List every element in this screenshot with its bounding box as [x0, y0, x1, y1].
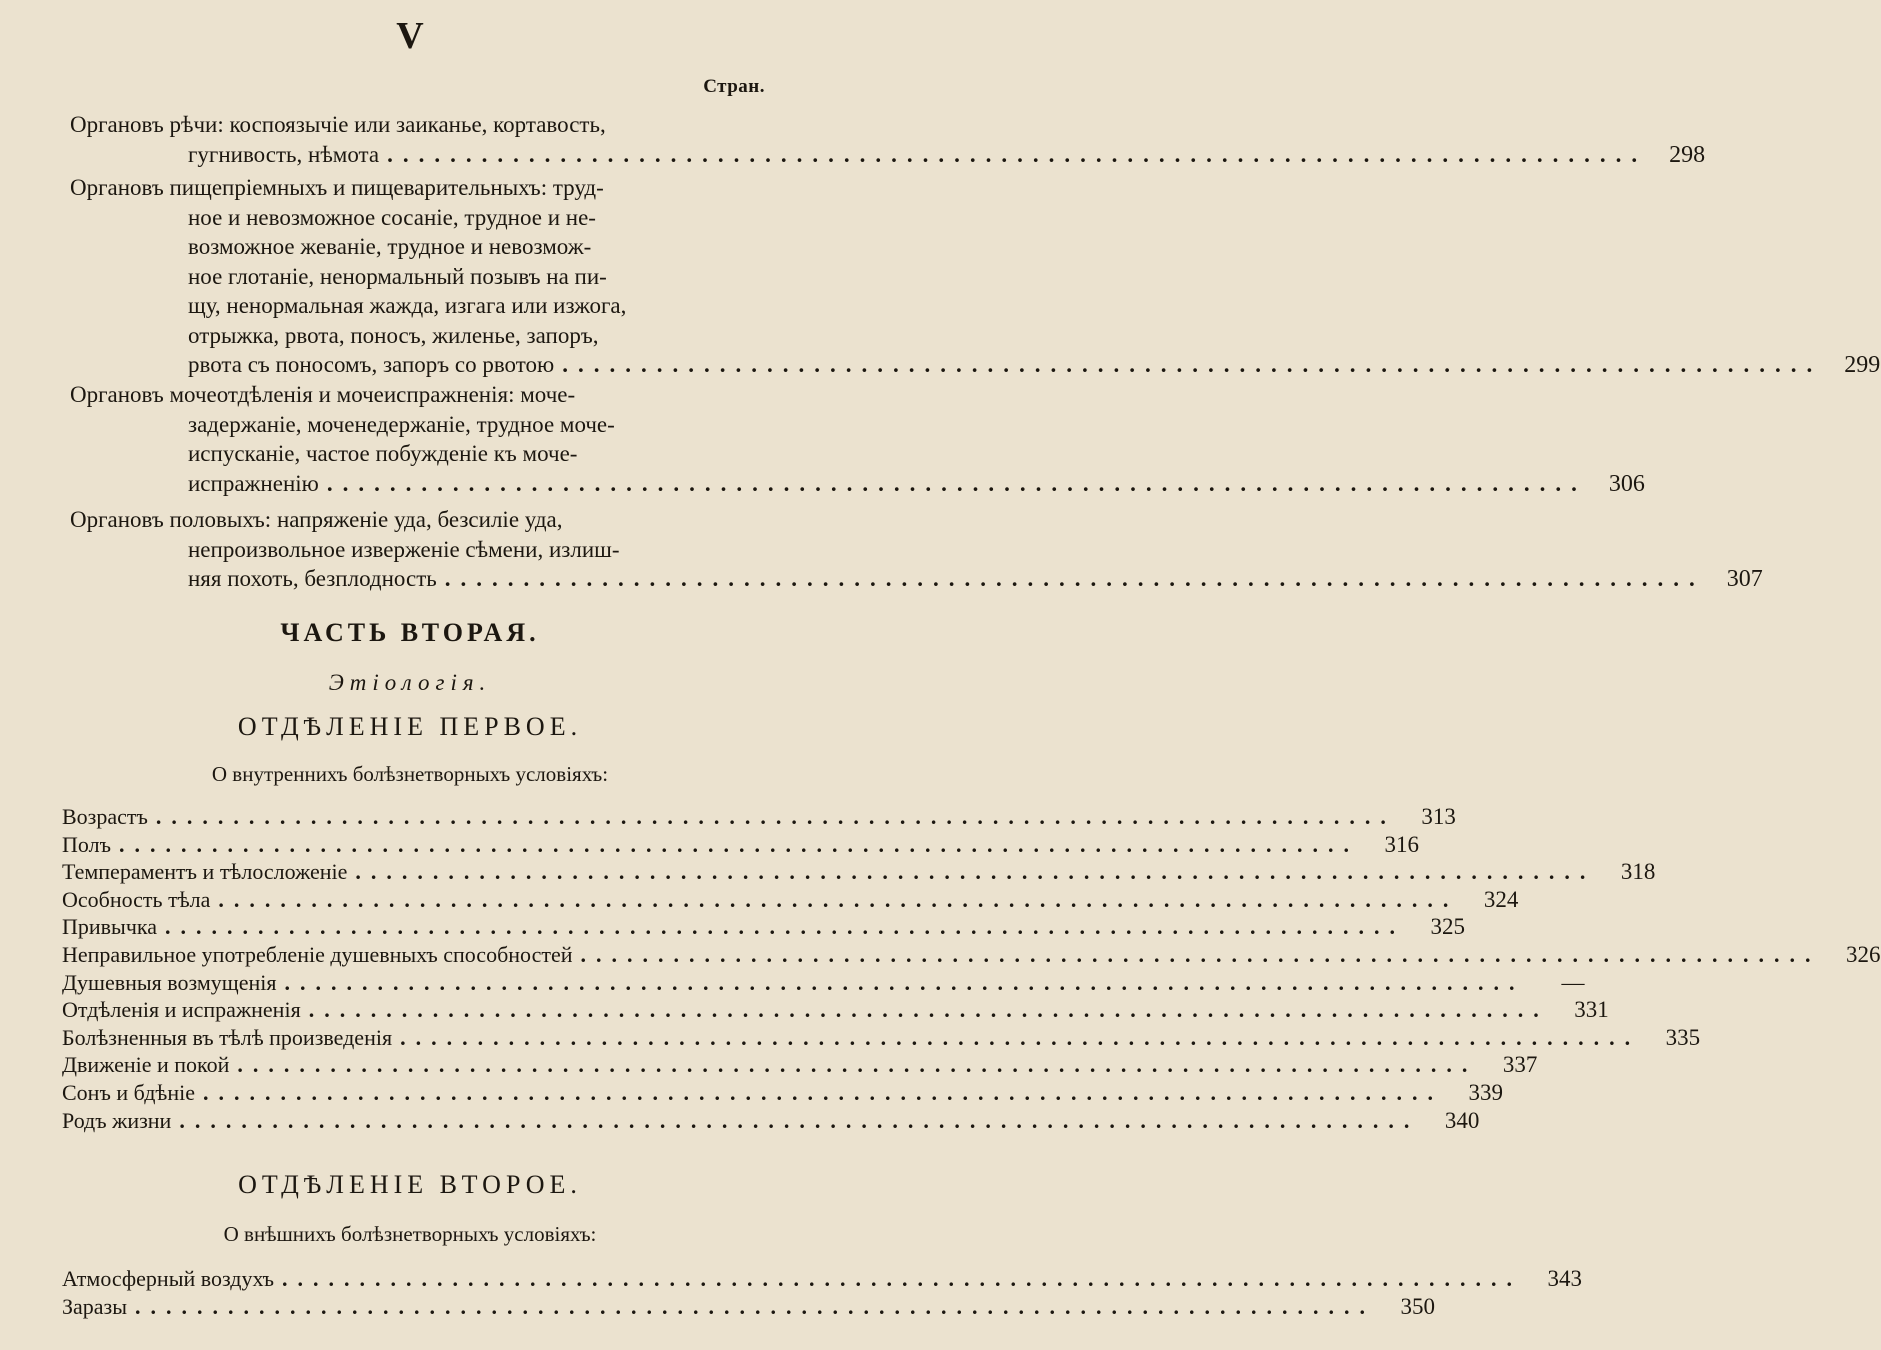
- page-number: 339: [1468, 1079, 1504, 1105]
- toc-row: [62, 1024, 1701, 1052]
- toc-label: Заразы: [62, 1293, 128, 1319]
- toc-label: Отдѣленія и испражненія: [62, 997, 301, 1023]
- page-number: 306: [1608, 470, 1645, 497]
- toc-label: Особность тѣла: [62, 886, 211, 912]
- toc-label: Атмосферный воздухъ: [62, 1266, 275, 1291]
- dot-leader: ................................................................................: [237, 1052, 1478, 1078]
- entry-line: ное глотаніе, ненормальный позывъ на пи-: [188, 263, 607, 289]
- dot-leader: ................................................................................: [326, 470, 1587, 496]
- toc-row: [62, 1051, 1538, 1079]
- page-number: 350: [1400, 1293, 1436, 1319]
- page-number: 340: [1444, 1107, 1480, 1133]
- section-title: ОТДѢЛЕНІЕ ВТОРОЕ.: [238, 1170, 582, 1199]
- toc-row: [62, 803, 1456, 831]
- toc-label: Темпераментъ и тѣлосложеніе: [62, 859, 348, 885]
- page-number: 343: [1547, 1266, 1583, 1291]
- page-number: 298: [1669, 141, 1706, 168]
- toc-label: Болѣзненныя въ тѣлѣ произведенія: [62, 1024, 393, 1050]
- page-column-label: Стран.: [703, 76, 765, 97]
- entry-text: рвота съ поносомъ, запоръ со рвотою: [188, 352, 555, 377]
- section-title: ОТДѢЛЕНІЕ ПЕРВОЕ.: [237, 712, 583, 741]
- page-number: 316: [1384, 831, 1419, 857]
- page-number: 324: [1483, 886, 1519, 912]
- page-number: —: [1561, 969, 1585, 995]
- dot-leader: ................................................................................: [218, 886, 1459, 912]
- entry-line: непроизвольное изверженіе сѣмени, излиш-: [188, 536, 620, 562]
- toc-row: [62, 969, 1585, 997]
- page-number: 307: [1726, 566, 1763, 592]
- page-number: 313: [1421, 804, 1456, 829]
- entry-last-line: [70, 564, 1763, 594]
- toc-row: [62, 858, 1656, 886]
- entry-line: щу, ненормальная жажда, изгага или изжога,: [188, 293, 627, 318]
- dot-leader: ................................................................................: [580, 941, 1821, 967]
- entry-line: Органовъ пищепріемныхъ и пищеварительныхъ: труд-: [70, 175, 604, 200]
- page-number: 318: [1620, 859, 1656, 885]
- toc-row: [62, 886, 1519, 914]
- dot-leader: ................................................................................: [562, 352, 1823, 377]
- toc-row: [62, 941, 1881, 969]
- page-number: 299: [1844, 352, 1881, 378]
- entry-line: задержаніе, моченедержаніе, трудное моче-: [188, 411, 615, 437]
- page-number: 326: [1846, 941, 1881, 967]
- page-number: 335: [1665, 1024, 1701, 1050]
- entry-last-line: [70, 350, 1881, 380]
- entry-line: Органовъ рѣчи: коспоязычіе или заиканье, кортавость,: [70, 112, 606, 137]
- entry-text: няя похоть, безплодность: [188, 566, 437, 591]
- entry-line: испусканіе, частое побужденіе къ моче-: [188, 441, 578, 466]
- toc-label: Возрастъ: [62, 804, 148, 829]
- toc-row: [62, 1107, 1480, 1135]
- dot-leader: ................................................................................: [135, 1293, 1376, 1319]
- entry-line: Органовъ половыхъ: напряженіе уда, безсиліе уда,: [70, 507, 563, 532]
- entry-text: испражненію: [188, 470, 319, 496]
- dot-leader: ................................................................................: [165, 914, 1406, 940]
- section2-toc-list: [62, 1265, 1583, 1320]
- toc-row: [62, 996, 1609, 1024]
- dot-leader: ................................................................................: [308, 997, 1549, 1023]
- toc-label: Привычка: [62, 914, 158, 940]
- entry-text: гугнивость, нѣмота: [188, 141, 380, 167]
- toc-entry-genital: [70, 505, 1763, 594]
- dot-leader: ................................................................................: [387, 141, 1648, 167]
- toc-label: Полъ: [62, 831, 111, 857]
- toc-row: [62, 1293, 1436, 1321]
- entry-line: Органовъ мочеотдѣленія и мочеиспражненія: моче-: [70, 382, 576, 407]
- entry-line: ное и невозможное сосаніе, трудное и не-: [188, 204, 596, 230]
- page-number: 325: [1430, 914, 1466, 940]
- dot-leader: ................................................................................: [282, 1266, 1523, 1291]
- part-subtitle: Этіологія.: [328, 670, 492, 695]
- entry-line: отрыжка, рвота, поносъ, жиленье, запоръ,: [188, 322, 599, 348]
- toc-entry-speech: [70, 110, 1706, 169]
- toc-entry-digestive: [70, 173, 1881, 380]
- page-number: 337: [1502, 1052, 1538, 1078]
- page-folio: V: [396, 15, 424, 57]
- section-intro: О внѣшнихъ болѣзнетворныхъ условіяхъ:: [223, 1222, 597, 1246]
- entry-line: возможное жеваніе, трудное и невозмож-: [188, 234, 592, 259]
- dot-leader: ................................................................................: [179, 1107, 1420, 1133]
- part-title: ЧАСТЬ ВТОРАЯ.: [280, 618, 540, 647]
- dot-leader: ................................................................................: [355, 859, 1596, 885]
- toc-row: [62, 1079, 1504, 1107]
- entry-last-line: [70, 469, 1645, 499]
- dot-leader: ................................................................................: [400, 1024, 1641, 1050]
- toc-label: Родъ жизни: [62, 1107, 172, 1133]
- section-intro: О внутреннихъ болѣзнетворныхъ условіяхъ:: [211, 762, 609, 786]
- toc-label: Душевныя возмущенія: [62, 969, 277, 995]
- dot-leader: ................................................................................: [444, 566, 1705, 591]
- section1-toc-list: [62, 803, 1881, 1134]
- toc-label: Сонъ и бдѣніе: [62, 1079, 196, 1105]
- entry-last-line: [70, 140, 1706, 170]
- toc-entry-urinary: [70, 380, 1645, 498]
- dot-leader: ................................................................................: [284, 969, 1525, 995]
- toc-label: Неправильное употребленіе душевныхъ способностей: [62, 941, 573, 967]
- dot-leader: ................................................................................: [118, 831, 1359, 857]
- toc-label: Движеніе и покой: [62, 1052, 230, 1078]
- toc-row: [62, 831, 1419, 859]
- dot-leader: ................................................................................: [203, 1079, 1444, 1105]
- page-number: 331: [1574, 997, 1609, 1023]
- toc-row: [62, 1265, 1583, 1293]
- dot-leader: ................................................................................: [155, 804, 1396, 829]
- toc-row: [62, 913, 1466, 941]
